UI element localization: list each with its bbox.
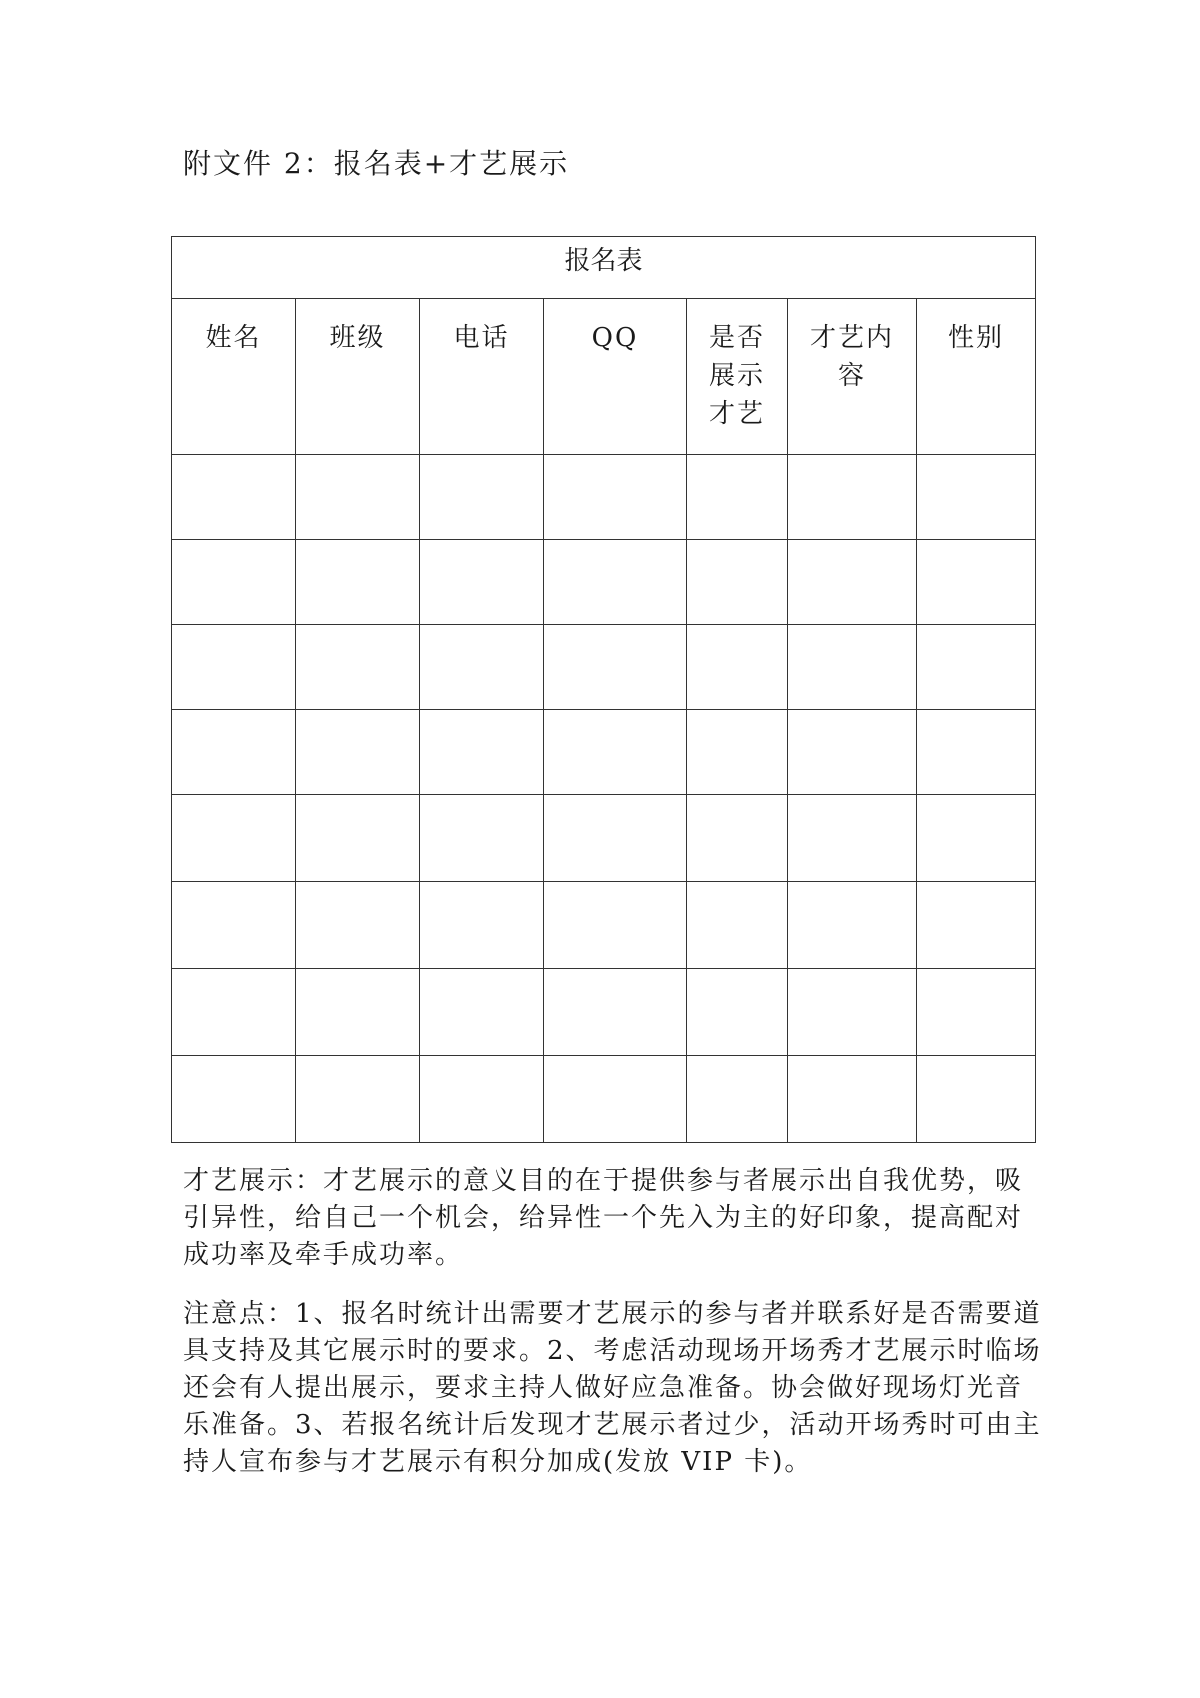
table-cell — [917, 710, 1036, 795]
table-cell — [172, 540, 296, 625]
table-cell — [788, 455, 917, 540]
table-cell — [420, 710, 544, 795]
table-cell — [296, 1056, 420, 1143]
table-cell — [788, 540, 917, 625]
table-cell — [544, 455, 687, 540]
table-cell — [296, 882, 420, 969]
column-header-talent-content — [788, 299, 917, 455]
table-cell — [296, 795, 420, 882]
column-header-class — [296, 299, 420, 455]
table-cell — [788, 882, 917, 969]
table-row — [172, 625, 1036, 710]
table-row — [172, 455, 1036, 540]
table-row — [172, 1056, 1036, 1143]
column-header-label: QQ — [591, 323, 639, 353]
table-row — [172, 795, 1036, 882]
table-cell — [687, 795, 788, 882]
registration-form-table — [171, 236, 1036, 1143]
column-header-label: 电话 — [453, 323, 510, 353]
column-header-qq — [544, 299, 687, 455]
table-cell — [917, 795, 1036, 882]
table-cell — [788, 1056, 917, 1143]
column-header-label: 性别 — [948, 323, 1005, 353]
table-row — [172, 540, 1036, 625]
table-cell — [917, 969, 1036, 1056]
table-cell — [544, 882, 687, 969]
table-cell — [296, 455, 420, 540]
table-cell — [687, 882, 788, 969]
table-body — [172, 455, 1036, 1143]
table-cell — [420, 455, 544, 540]
table-cell — [788, 969, 917, 1056]
table-cell — [296, 625, 420, 710]
table-header-row — [172, 299, 1036, 455]
table-cell — [420, 795, 544, 882]
table-cell — [687, 625, 788, 710]
table-cell — [788, 625, 917, 710]
table-cell — [420, 625, 544, 710]
table-cell — [420, 1056, 544, 1143]
table-cell — [687, 455, 788, 540]
table-cell — [420, 969, 544, 1056]
table-cell — [544, 710, 687, 795]
table-row — [172, 710, 1036, 795]
table-row — [172, 969, 1036, 1056]
table-cell — [544, 795, 687, 882]
table-cell — [544, 540, 687, 625]
column-header-gender — [917, 299, 1036, 455]
table-cell — [172, 969, 296, 1056]
column-header-phone — [420, 299, 544, 455]
table-cell — [917, 625, 1036, 710]
column-header-label: 姓名 — [205, 323, 262, 353]
table-cell — [172, 795, 296, 882]
table-cell — [172, 455, 296, 540]
table-cell — [420, 540, 544, 625]
column-header-show-talent — [687, 299, 788, 455]
table-cell — [917, 540, 1036, 625]
document-title: 附文件 2：报名表+才艺展示 — [183, 147, 570, 180]
table-cell — [296, 540, 420, 625]
table-cell — [172, 625, 296, 710]
table-cell — [788, 710, 917, 795]
column-header-label: 才艺内容 — [810, 323, 895, 391]
table-cell — [172, 1056, 296, 1143]
table-cell — [420, 882, 544, 969]
table-cell — [788, 795, 917, 882]
table-cell — [687, 540, 788, 625]
table-cell — [544, 1056, 687, 1143]
form-caption: 报名表 — [172, 237, 1036, 299]
table-cell — [296, 710, 420, 795]
notes-paragraph: 注意点：1、报名时统计出需要才艺展示的参与者并联系好是否需要道具支持及其它展示时的要求。2、考虑活动现场开场秀才艺展示时临场还会有人提出展示，要求主持人做好应急准备。协会做好现场灯光音乐准备。3、若报名统计后发现才艺展示者过少，活动开场秀时可由主持人宣布参与才艺展示有积分加成(发放 VIP 卡)。 — [183, 1299, 1042, 1477]
table-cell — [172, 710, 296, 795]
table-cell — [172, 882, 296, 969]
column-header-label: 是否展示才艺 — [709, 323, 766, 429]
column-header-name — [172, 299, 296, 455]
table-cell — [917, 455, 1036, 540]
table-cell — [687, 969, 788, 1056]
column-header-label: 班级 — [329, 323, 386, 353]
table-cell — [296, 969, 420, 1056]
table-cell — [917, 1056, 1036, 1143]
table-row — [172, 882, 1036, 969]
talent-show-paragraph: 才艺展示：才艺展示的意义目的在于提供参与者展示出自我优势，吸引异性，给自己一个机会，给异性一个先入为主的好印象，提高配对成功率及牵手成功率。 — [183, 1166, 1024, 1270]
table-cell — [687, 1056, 788, 1143]
table-cell — [687, 710, 788, 795]
table-cell — [544, 969, 687, 1056]
table-cell — [544, 625, 687, 710]
table-cell — [917, 882, 1036, 969]
